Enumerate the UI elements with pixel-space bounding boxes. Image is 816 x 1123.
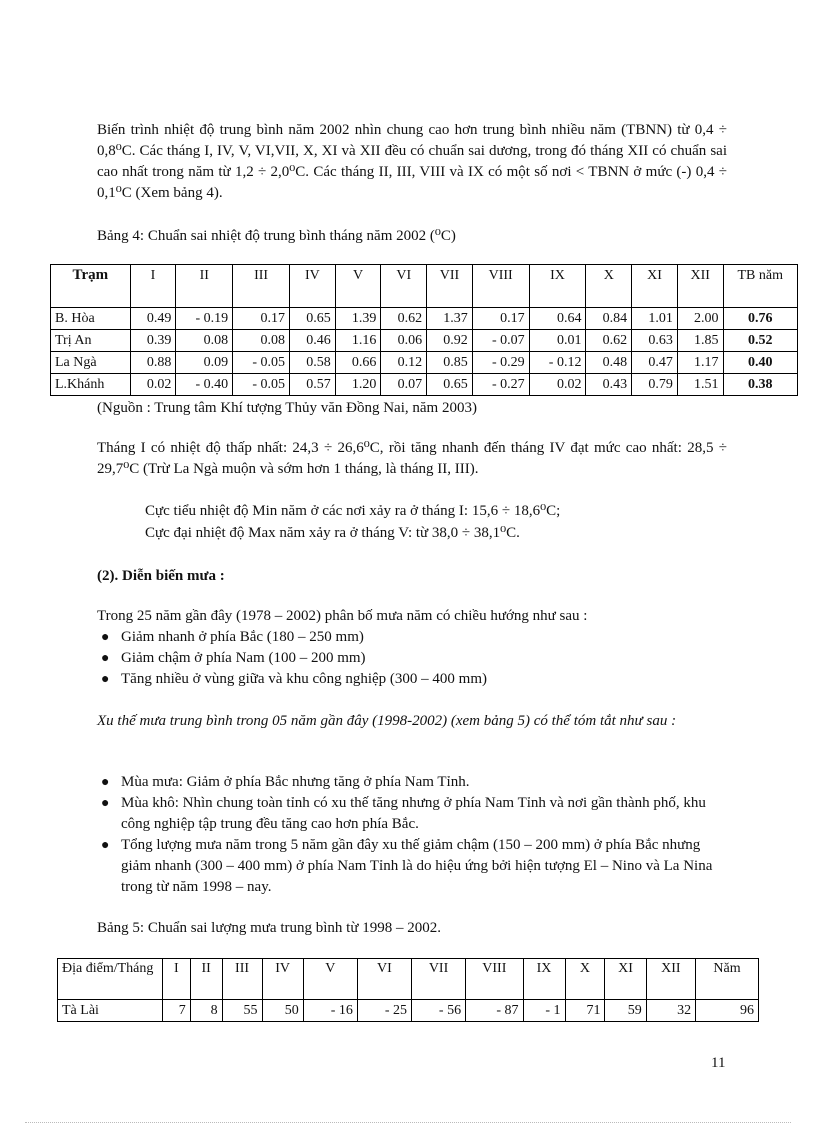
value-cell: 1.01 <box>632 308 678 330</box>
value-cell: 0.85 <box>427 352 473 374</box>
value-cell: 71 <box>565 1000 605 1022</box>
page-number: 11 <box>711 1055 726 1071</box>
value-cell: - 0.05 <box>233 374 290 396</box>
list-item <box>97 835 727 898</box>
value-cell: 55 <box>222 1000 262 1022</box>
column-header: VII <box>411 959 465 1000</box>
annual-mean-cell: 0.38 <box>723 374 797 396</box>
column-header: IV <box>290 265 336 308</box>
column-header: XII <box>646 959 695 1000</box>
rainfall-anomaly-table <box>57 958 759 1022</box>
value-cell: - 1 <box>523 1000 565 1022</box>
rain-section-heading: (2). Diễn biến mưa : <box>97 568 225 584</box>
table5-caption: Bảng 5: Chuẩn sai lượng mưa trung bình từ 1998 – 2002. <box>97 920 441 936</box>
value-cell: 0.01 <box>529 330 586 352</box>
table-row <box>51 374 798 396</box>
temperature-anomaly-table <box>50 264 798 396</box>
value-cell: 1.20 <box>335 374 381 396</box>
value-cell: 2.00 <box>677 308 723 330</box>
value-cell: 32 <box>646 1000 695 1022</box>
value-cell: 0.49 <box>130 308 176 330</box>
column-header: II <box>176 265 233 308</box>
value-cell: 0.66 <box>335 352 381 374</box>
source-note: (Nguồn : Trung tâm Khí tượng Thủy văn Đồng Nai, năm 2003) <box>97 400 477 416</box>
list-item-text: Mùa mưa: Giảm ở phía Bắc nhưng tăng ở phía Nam Tỉnh. <box>121 774 470 790</box>
value-cell: 1.16 <box>335 330 381 352</box>
table-row <box>51 308 798 330</box>
column-header: VII <box>427 265 473 308</box>
value-cell: 0.65 <box>427 374 473 396</box>
value-cell: 59 <box>605 1000 646 1022</box>
value-cell: - 25 <box>357 1000 411 1022</box>
annual-mean-cell: 0.52 <box>723 330 797 352</box>
list-item-text: Mùa khô: Nhìn chung toàn tỉnh có xu thế tăng nhưng ở phía Nam Tỉnh và nơi gần thành phố, khu công nghiệp tập trung đều tăng cao hơn phía Bắc. <box>121 795 706 832</box>
column-header: V <box>303 959 357 1000</box>
bullet-icon: ● <box>101 672 110 687</box>
column-header: X <box>565 959 605 1000</box>
column-header: I <box>163 959 191 1000</box>
value-cell: - 87 <box>466 1000 523 1022</box>
value-cell: 50 <box>262 1000 303 1022</box>
list-item-text: Giảm nhanh ở phía Bắc (180 – 250 mm) <box>121 629 364 645</box>
column-header: TB năm <box>723 265 797 308</box>
value-cell: 1.37 <box>427 308 473 330</box>
value-cell: - 16 <box>303 1000 357 1022</box>
column-header: III <box>222 959 262 1000</box>
value-cell: 0.64 <box>529 308 586 330</box>
max-temperature-line: Cực đại nhiệt độ Max năm xảy ra ở tháng V: từ 38,0 ÷ 38,1⁰C. <box>145 525 520 541</box>
value-cell: 0.58 <box>290 352 336 374</box>
value-cell: 0.62 <box>381 308 427 330</box>
column-header: IX <box>523 959 565 1000</box>
value-cell: 0.12 <box>381 352 427 374</box>
value-cell: - 0.12 <box>529 352 586 374</box>
column-header: IV <box>262 959 303 1000</box>
bullet-icon: ● <box>101 775 110 790</box>
value-cell: 0.09 <box>176 352 233 374</box>
value-cell: 96 <box>696 1000 759 1022</box>
value-cell: 0.43 <box>586 374 632 396</box>
value-cell: 0.08 <box>176 330 233 352</box>
column-header: V <box>335 265 381 308</box>
january-paragraph: Tháng I có nhiệt độ thấp nhất: 24,3 ÷ 26,6⁰C, rồi tăng nhanh đến tháng IV đạt mức cao nhất: 28,5 ÷ 29,7⁰C (Trừ La Ngà muộn và sớm hơn 1 tháng, là tháng II, III). <box>97 440 727 477</box>
column-header: VIII <box>472 265 529 308</box>
column-header: XII <box>677 265 723 308</box>
intro-paragraph: Biến trình nhiệt độ trung bình năm 2002 nhìn chung cao hơn trung bình nhiều năm (TBNN) từ 0,4 ÷ 0,8⁰C. Các tháng I, IV, V, VI,VII, X, XI và XII đều có chuẩn sai dương, trong đó tháng XII có chuẩn sai cao nhất trong năm từ 1,2 ÷ 2,0⁰C. Các tháng II, III, VIII và IX có một số nơi < TBNN ở mức (-) 0,4 ÷ 0,1⁰C (Xem bảng 4). <box>97 122 727 201</box>
table-row <box>51 352 798 374</box>
list-item-text: Tổng lượng mưa năm trong 5 năm gần đây xu thế giảm chậm (150 – 200 mm) ở phía Bắc nhưng giảm nhanh (300 – 400 mm) ở phía Nam Tỉnh là do hiệu ứng bởi hiện tượng El – Nino và La Nina trong từ năm 1998 – nay. <box>121 837 713 895</box>
value-cell: 0.79 <box>632 374 678 396</box>
value-cell: 0.46 <box>290 330 336 352</box>
station-cell: Tà Lài <box>58 1000 163 1022</box>
table-row <box>58 1000 759 1022</box>
value-cell: 0.39 <box>130 330 176 352</box>
value-cell: 0.57 <box>290 374 336 396</box>
list-item <box>97 669 727 690</box>
value-cell: 0.63 <box>632 330 678 352</box>
list-item <box>97 772 727 793</box>
bullet-icon: ● <box>101 651 110 666</box>
value-cell: 0.17 <box>233 308 290 330</box>
list-item <box>97 648 727 669</box>
value-cell: 8 <box>190 1000 222 1022</box>
value-cell: 0.08 <box>233 330 290 352</box>
value-cell: - 0.27 <box>472 374 529 396</box>
station-cell: La Ngà <box>51 352 131 374</box>
column-header-location: Địa điểm/Tháng <box>58 959 163 1000</box>
list-item <box>97 627 727 648</box>
rain-intro: Trong 25 năm gần đây (1978 – 2002) phân bố mưa năm có chiều hướng như sau : <box>97 608 588 624</box>
value-cell: - 0.29 <box>472 352 529 374</box>
value-cell: 0.92 <box>427 330 473 352</box>
value-cell: 1.39 <box>335 308 381 330</box>
value-cell: 7 <box>163 1000 191 1022</box>
station-cell: B. Hòa <box>51 308 131 330</box>
value-cell: 1.85 <box>677 330 723 352</box>
column-header: VI <box>357 959 411 1000</box>
column-header: I <box>130 265 176 308</box>
column-header: III <box>233 265 290 308</box>
column-header: X <box>586 265 632 308</box>
value-cell: 1.51 <box>677 374 723 396</box>
value-cell: 0.07 <box>381 374 427 396</box>
value-cell: 0.62 <box>586 330 632 352</box>
list-item <box>97 793 727 835</box>
list-item-text: Tăng nhiều ở vùng giữa và khu công nghiệp (300 – 400 mm) <box>121 671 487 687</box>
value-cell: 0.84 <box>586 308 632 330</box>
value-cell: - 0.05 <box>233 352 290 374</box>
value-cell: - 0.07 <box>472 330 529 352</box>
column-header: XI <box>605 959 646 1000</box>
table-header-row <box>58 959 759 1000</box>
value-cell: - 0.19 <box>176 308 233 330</box>
table-row <box>51 330 798 352</box>
min-temperature-line: Cực tiểu nhiệt độ Min năm ở các nơi xảy ra ở tháng I: 15,6 ÷ 18,6⁰C; <box>145 503 561 519</box>
table4-caption: Bảng 4: Chuẩn sai nhiệt độ trung bình tháng năm 2002 (⁰C) <box>97 228 456 244</box>
column-header: VIII <box>466 959 523 1000</box>
annual-mean-cell: 0.40 <box>723 352 797 374</box>
table-header-row <box>51 265 798 308</box>
five-year-trend-list <box>97 772 727 898</box>
station-cell: Trị An <box>51 330 131 352</box>
list-item-text: Giảm chậm ở phía Nam (100 – 200 mm) <box>121 650 366 666</box>
column-header: Năm <box>696 959 759 1000</box>
rain-trend-list <box>97 627 727 690</box>
value-cell: 0.06 <box>381 330 427 352</box>
value-cell: 0.88 <box>130 352 176 374</box>
bullet-icon: ● <box>101 796 110 811</box>
column-header: II <box>190 959 222 1000</box>
value-cell: 0.17 <box>472 308 529 330</box>
value-cell: 0.02 <box>529 374 586 396</box>
column-header: VI <box>381 265 427 308</box>
value-cell: 0.65 <box>290 308 336 330</box>
trend-italic-paragraph: Xu thế mưa trung bình trong 05 năm gần đây (1998-2002) (xem bảng 5) có thể tóm tắt như sau : <box>97 713 677 729</box>
annual-mean-cell: 0.76 <box>723 308 797 330</box>
value-cell: 1.17 <box>677 352 723 374</box>
column-header: XI <box>632 265 678 308</box>
station-cell: L.Khánh <box>51 374 131 396</box>
value-cell: 0.48 <box>586 352 632 374</box>
value-cell: - 0.40 <box>176 374 233 396</box>
bullet-icon: ● <box>101 630 110 645</box>
column-header: IX <box>529 265 586 308</box>
bullet-icon: ● <box>101 838 110 853</box>
column-header-station: Trạm <box>51 265 131 308</box>
value-cell: 0.02 <box>130 374 176 396</box>
value-cell: - 56 <box>411 1000 465 1022</box>
value-cell: 0.47 <box>632 352 678 374</box>
